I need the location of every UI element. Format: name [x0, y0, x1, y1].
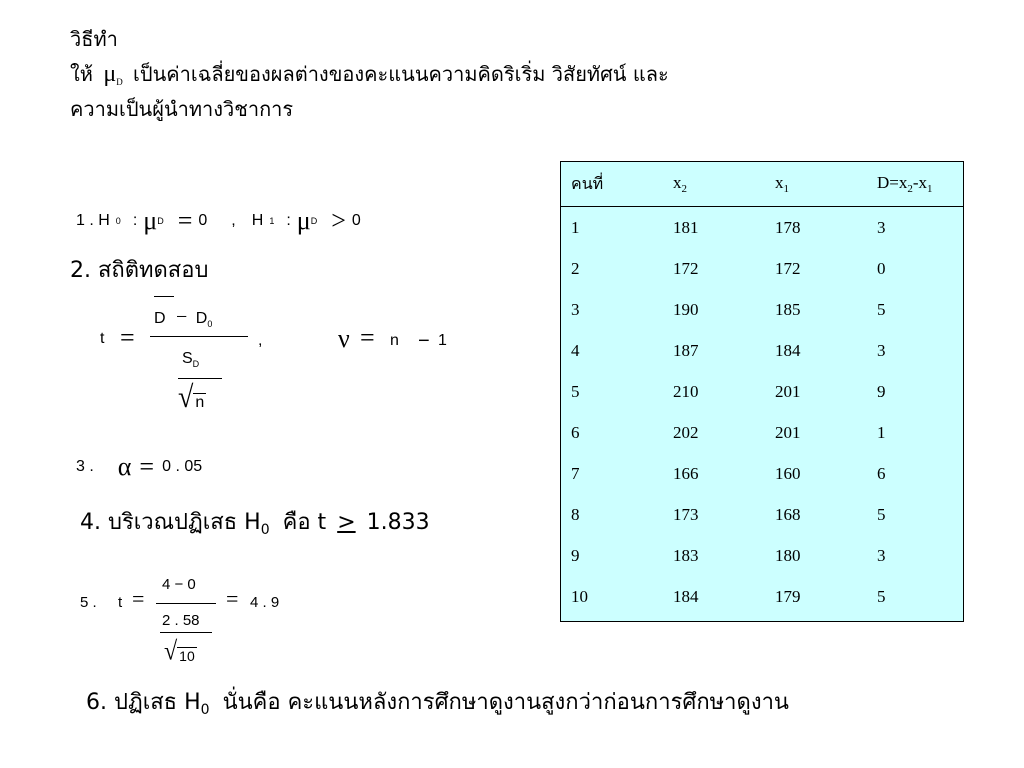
header-x1: $x_1$ [765, 162, 867, 207]
table-header-row [561, 162, 963, 207]
cell-x2: 187 [673, 340, 699, 360]
table-row [561, 289, 963, 330]
difference-table [560, 161, 964, 622]
header-person: คนที่ [561, 162, 663, 207]
cell-d: 3 [877, 217, 886, 237]
step6-conclusion: 6. ปฏิเสธ $H_0$ นั่นคือ คะแนนหลังการศึกษาดูงานสูงกว่าก่อนการศึกษาดูงาน [86, 690, 789, 718]
table-row [561, 453, 963, 494]
table-row [561, 494, 963, 535]
cell-x1: 168 [775, 504, 801, 524]
cell-x1: 178 [775, 217, 801, 237]
cell-x1: 172 [775, 258, 801, 278]
table-row [561, 412, 963, 453]
cell-d: 5 [877, 299, 886, 319]
table-row [561, 535, 963, 576]
cell-x2: 210 [673, 381, 699, 401]
table-row [561, 576, 963, 617]
header-line2: ความเป็นผู้นำทางวิชาการ [70, 97, 294, 121]
table-row [561, 371, 963, 412]
mu-d-symbol: $\mu_D$ [103, 61, 123, 87]
cell-x1: 179 [775, 586, 801, 606]
step2-formula: t = $D - D_0$ , $S_D$ √ n ν = n − 1 [100, 290, 480, 430]
header-line1-text: เป็นค่าเฉลี่ยของผลต่างของคะแนนความคิดริเริ่ม วิสัยทัศน์ และ [133, 62, 669, 86]
step1-hypotheses: 1 . H 0 : μ D = 0 , H 1 : μ D > 0 [76, 206, 361, 235]
numerator: $D - D_0$ [154, 306, 212, 329]
step3-alpha: 3 . α = 0 . 05 [76, 452, 203, 481]
denominator: $S_D$ [182, 350, 200, 369]
cell-x2: 172 [673, 258, 699, 278]
step2-label: 2. สถิติทดสอบ [70, 258, 209, 283]
cell-x2: 173 [673, 504, 699, 524]
cell-d: 3 [877, 340, 886, 360]
cell-person: 3 [571, 299, 580, 319]
cell-x2: 190 [673, 299, 699, 319]
cell-d: 5 [877, 504, 886, 524]
sqrt-n: √ n [178, 380, 205, 415]
cell-person: 10 [571, 586, 588, 606]
cell-x2: 166 [673, 463, 699, 483]
step4-rejection-region: 4. บริเวณปฏิเสธ $H_0$ คือ t > 1.833 [80, 510, 430, 538]
cell-d: 3 [877, 545, 886, 565]
cell-x2: 184 [673, 586, 699, 606]
cell-person: 8 [571, 504, 580, 524]
table-row [561, 248, 963, 289]
table-row [561, 330, 963, 371]
header-title: วิธีทำ [70, 27, 118, 51]
cell-person: 2 [571, 258, 580, 278]
cell-x1: 180 [775, 545, 801, 565]
header-d: $D=x_2-x_1$ [867, 162, 963, 207]
cell-x1: 201 [775, 422, 801, 442]
cell-person: 6 [571, 422, 580, 442]
cell-person: 1 [571, 217, 580, 237]
cell-d: 0 [877, 258, 886, 278]
cell-x2: 183 [673, 545, 699, 565]
header-prefix: ให้ [70, 62, 93, 86]
table-row [561, 207, 963, 249]
cell-person: 4 [571, 340, 580, 360]
cell-d: 9 [877, 381, 886, 401]
step5-calculation: 5 . t = 4 − 0 2 . 58 √ 10 = 4 . 9 [80, 576, 280, 667]
header-x2: $x_2$ [663, 162, 765, 207]
cell-person: 9 [571, 545, 580, 565]
cell-x2: 181 [673, 217, 699, 237]
cell-x2: 202 [673, 422, 699, 442]
cell-x1: 185 [775, 299, 801, 319]
cell-d: 6 [877, 463, 886, 483]
header-line1 [70, 59, 669, 97]
cell-d: 1 [877, 422, 886, 442]
cell-person: 7 [571, 463, 580, 483]
cell-person: 5 [571, 381, 580, 401]
cell-x1: 184 [775, 340, 801, 360]
cell-x1: 160 [775, 463, 801, 483]
cell-d: 5 [877, 586, 886, 606]
cell-x1: 201 [775, 381, 801, 401]
